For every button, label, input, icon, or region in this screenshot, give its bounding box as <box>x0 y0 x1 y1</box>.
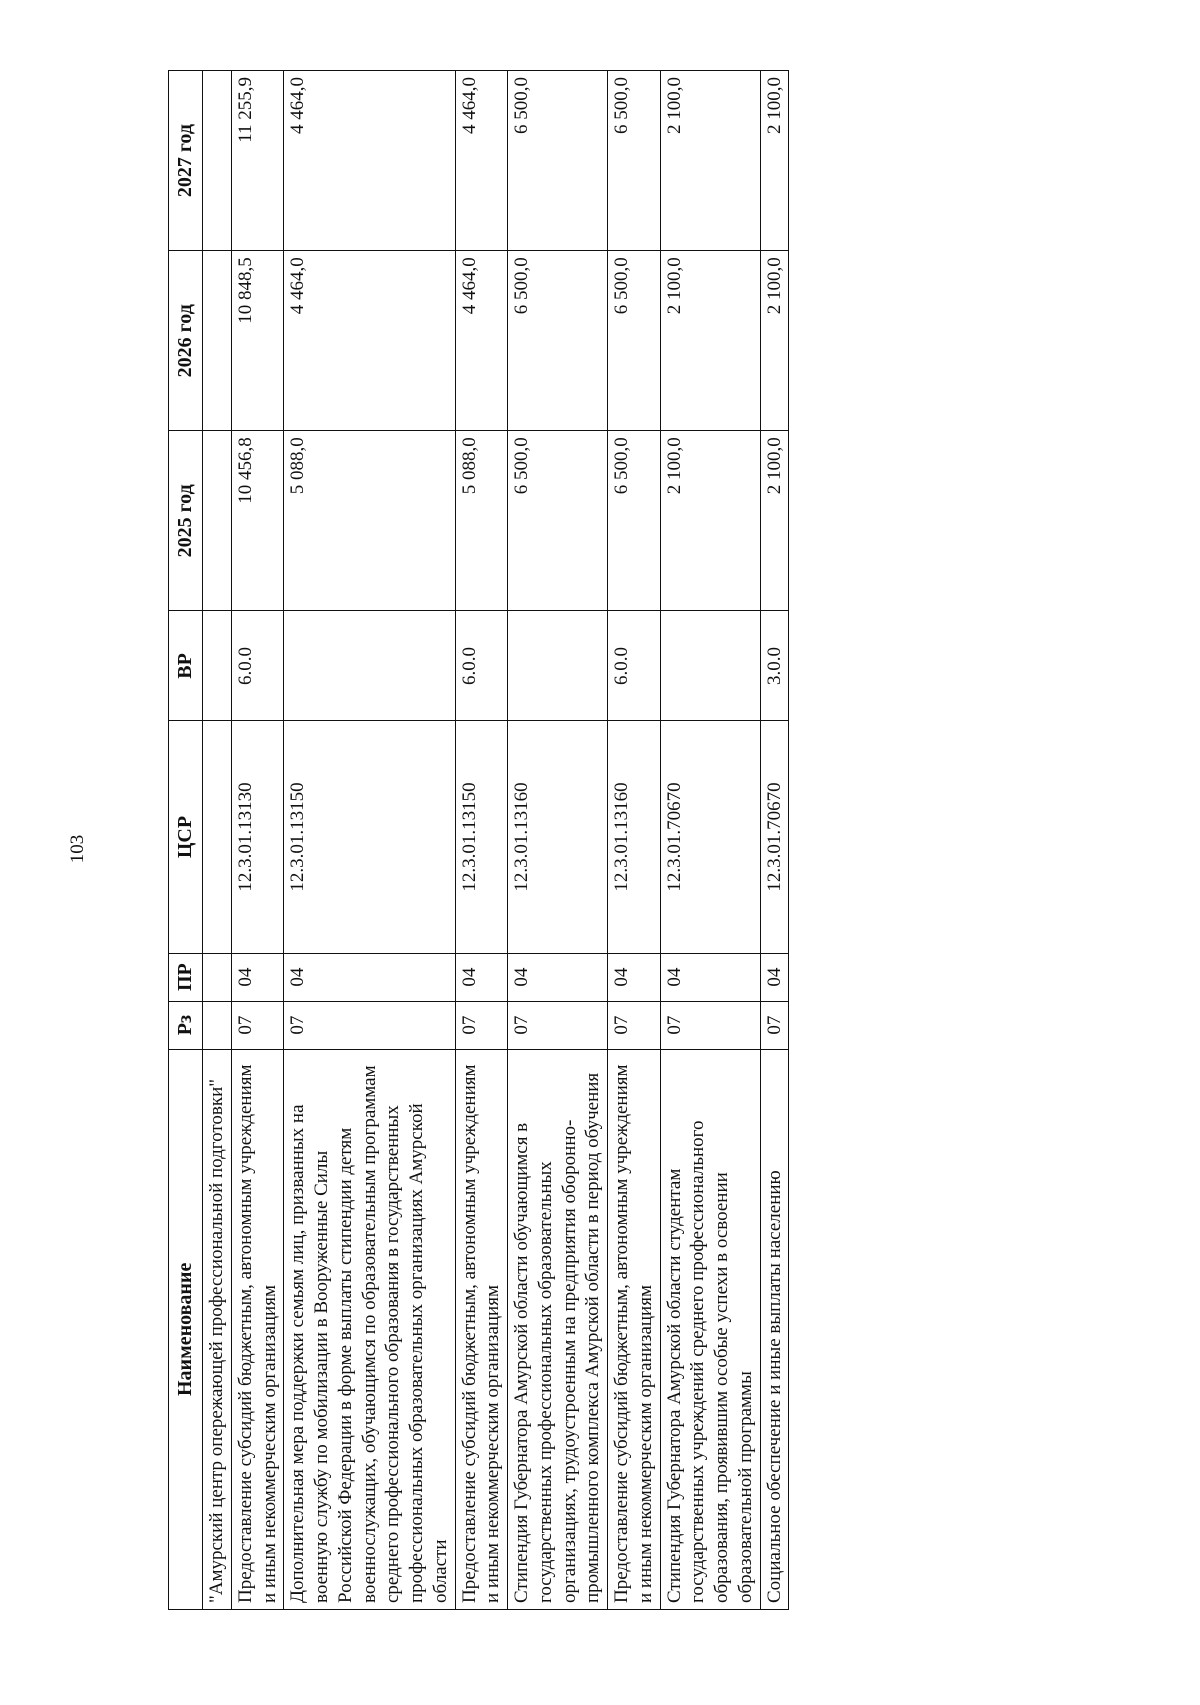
rotated-table-container <box>168 70 1058 1610</box>
cell-2025: 2 100,0 <box>760 431 789 611</box>
cell-csr: 12.3.01.13160 <box>508 721 608 953</box>
table-row <box>608 71 661 1610</box>
table-row <box>760 71 789 1610</box>
cell-name: Предоставление субсидий бюджетным, автономным учреждениям и иным некоммерческим организациям <box>455 1049 508 1609</box>
cell-csr: 12.3.01.70670 <box>760 721 789 953</box>
table-row <box>660 71 760 1610</box>
header-vr: ВР <box>169 611 203 721</box>
cell-vr <box>508 611 608 721</box>
cell-vr <box>284 611 455 721</box>
header-row <box>169 71 203 1610</box>
cell-pr: 04 <box>455 953 508 1001</box>
header-2027: 2027 год <box>169 71 203 251</box>
header-2026: 2026 год <box>169 251 203 431</box>
cell-2026: 2 100,0 <box>660 251 760 431</box>
table-row <box>231 71 284 1610</box>
cell-rz: 07 <box>508 1001 608 1049</box>
cell-2025: 6 500,0 <box>608 431 661 611</box>
cell-pr: 04 <box>760 953 789 1001</box>
cell-2025: 5 088,0 <box>284 431 455 611</box>
table-row <box>455 71 508 1610</box>
cell-2027: 6 500,0 <box>608 71 661 251</box>
header-csr: ЦСР <box>169 721 203 953</box>
cell-csr: 12.3.01.13130 <box>231 721 284 953</box>
cell-rz <box>203 1001 232 1049</box>
cell-2025: 10 456,8 <box>231 431 284 611</box>
cell-2026: 10 848,5 <box>231 251 284 431</box>
cell-vr <box>203 611 232 721</box>
cell-2026: 2 100,0 <box>760 251 789 431</box>
cell-2026: 6 500,0 <box>608 251 661 431</box>
cell-csr <box>203 721 232 953</box>
cell-name: Предоставление субсидий бюджетным, автономным учреждениям и иным некоммерческим организациям <box>608 1049 661 1609</box>
cell-2027: 2 100,0 <box>660 71 760 251</box>
cell-csr: 12.3.01.13160 <box>608 721 661 953</box>
cell-2027 <box>203 71 232 251</box>
cell-pr: 04 <box>284 953 455 1001</box>
cell-rz: 07 <box>608 1001 661 1049</box>
cell-name: Дополнительная мера поддержки семьям лиц, призванных на военную службу по мобилизации в Вооруженные Силы Российской Федерации в форме выплаты стипендии детям военнослужащих, обучающимся по образовательным программам среднего профессионального образования в государственных профессиональных образовательных организациях Амурской области <box>284 1049 455 1609</box>
cell-rz: 07 <box>660 1001 760 1049</box>
header-2025: 2025 год <box>169 431 203 611</box>
budget-table <box>168 70 789 1610</box>
cell-2026: 6 500,0 <box>508 251 608 431</box>
cell-name: "Амурский центр опережающей профессиональной подготовки" <box>203 1049 232 1609</box>
cell-vr: 6.0.0 <box>608 611 661 721</box>
table-row <box>508 71 608 1610</box>
cell-2025: 6 500,0 <box>508 431 608 611</box>
cell-pr: 04 <box>508 953 608 1001</box>
cell-pr: 04 <box>660 953 760 1001</box>
cell-2025: 2 100,0 <box>660 431 760 611</box>
cell-2027: 4 464,0 <box>455 71 508 251</box>
header-pr: ПР <box>169 953 203 1001</box>
cell-2026: 4 464,0 <box>284 251 455 431</box>
cell-2027: 6 500,0 <box>508 71 608 251</box>
cell-name: Стипендия Губернатора Амурской области студентам государственных учреждений среднего профессионального образования, проявившим особые успехи в освоении образовательной программы <box>660 1049 760 1609</box>
cell-2025: 5 088,0 <box>455 431 508 611</box>
table-row <box>203 71 232 1610</box>
cell-2026: 4 464,0 <box>455 251 508 431</box>
header-rz: Рз <box>169 1001 203 1049</box>
cell-name: Социальное обеспечение и иные выплаты населению <box>760 1049 789 1609</box>
cell-pr: 04 <box>231 953 284 1001</box>
cell-vr: 6.0.0 <box>231 611 284 721</box>
cell-name: Стипендия Губернатора Амурской области обучающимся в государственных профессиональных образовательных организациях, трудоустроенным на предприятия оборонно-промышленного комплекса Амурской области в период обучения <box>508 1049 608 1609</box>
cell-pr <box>203 953 232 1001</box>
table-body <box>203 71 789 1610</box>
header-name: Наименование <box>169 1049 203 1609</box>
cell-vr: 3.0.0 <box>760 611 789 721</box>
cell-2025 <box>203 431 232 611</box>
cell-csr: 12.3.01.13150 <box>455 721 508 953</box>
cell-rz: 07 <box>455 1001 508 1049</box>
cell-csr: 12.3.01.13150 <box>284 721 455 953</box>
cell-csr: 12.3.01.70670 <box>660 721 760 953</box>
cell-rz: 07 <box>231 1001 284 1049</box>
cell-2027: 11 255,9 <box>231 71 284 251</box>
cell-2027: 4 464,0 <box>284 71 455 251</box>
table-row <box>284 71 455 1610</box>
cell-vr <box>660 611 760 721</box>
page-number: 103 <box>67 834 88 864</box>
cell-rz: 07 <box>284 1001 455 1049</box>
cell-2027: 2 100,0 <box>760 71 789 251</box>
cell-rz: 07 <box>760 1001 789 1049</box>
cell-2026 <box>203 251 232 431</box>
cell-name: Предоставление субсидий бюджетным, автономным учреждениям и иным некоммерческим организациям <box>231 1049 284 1609</box>
cell-pr: 04 <box>608 953 661 1001</box>
cell-vr: 6.0.0 <box>455 611 508 721</box>
